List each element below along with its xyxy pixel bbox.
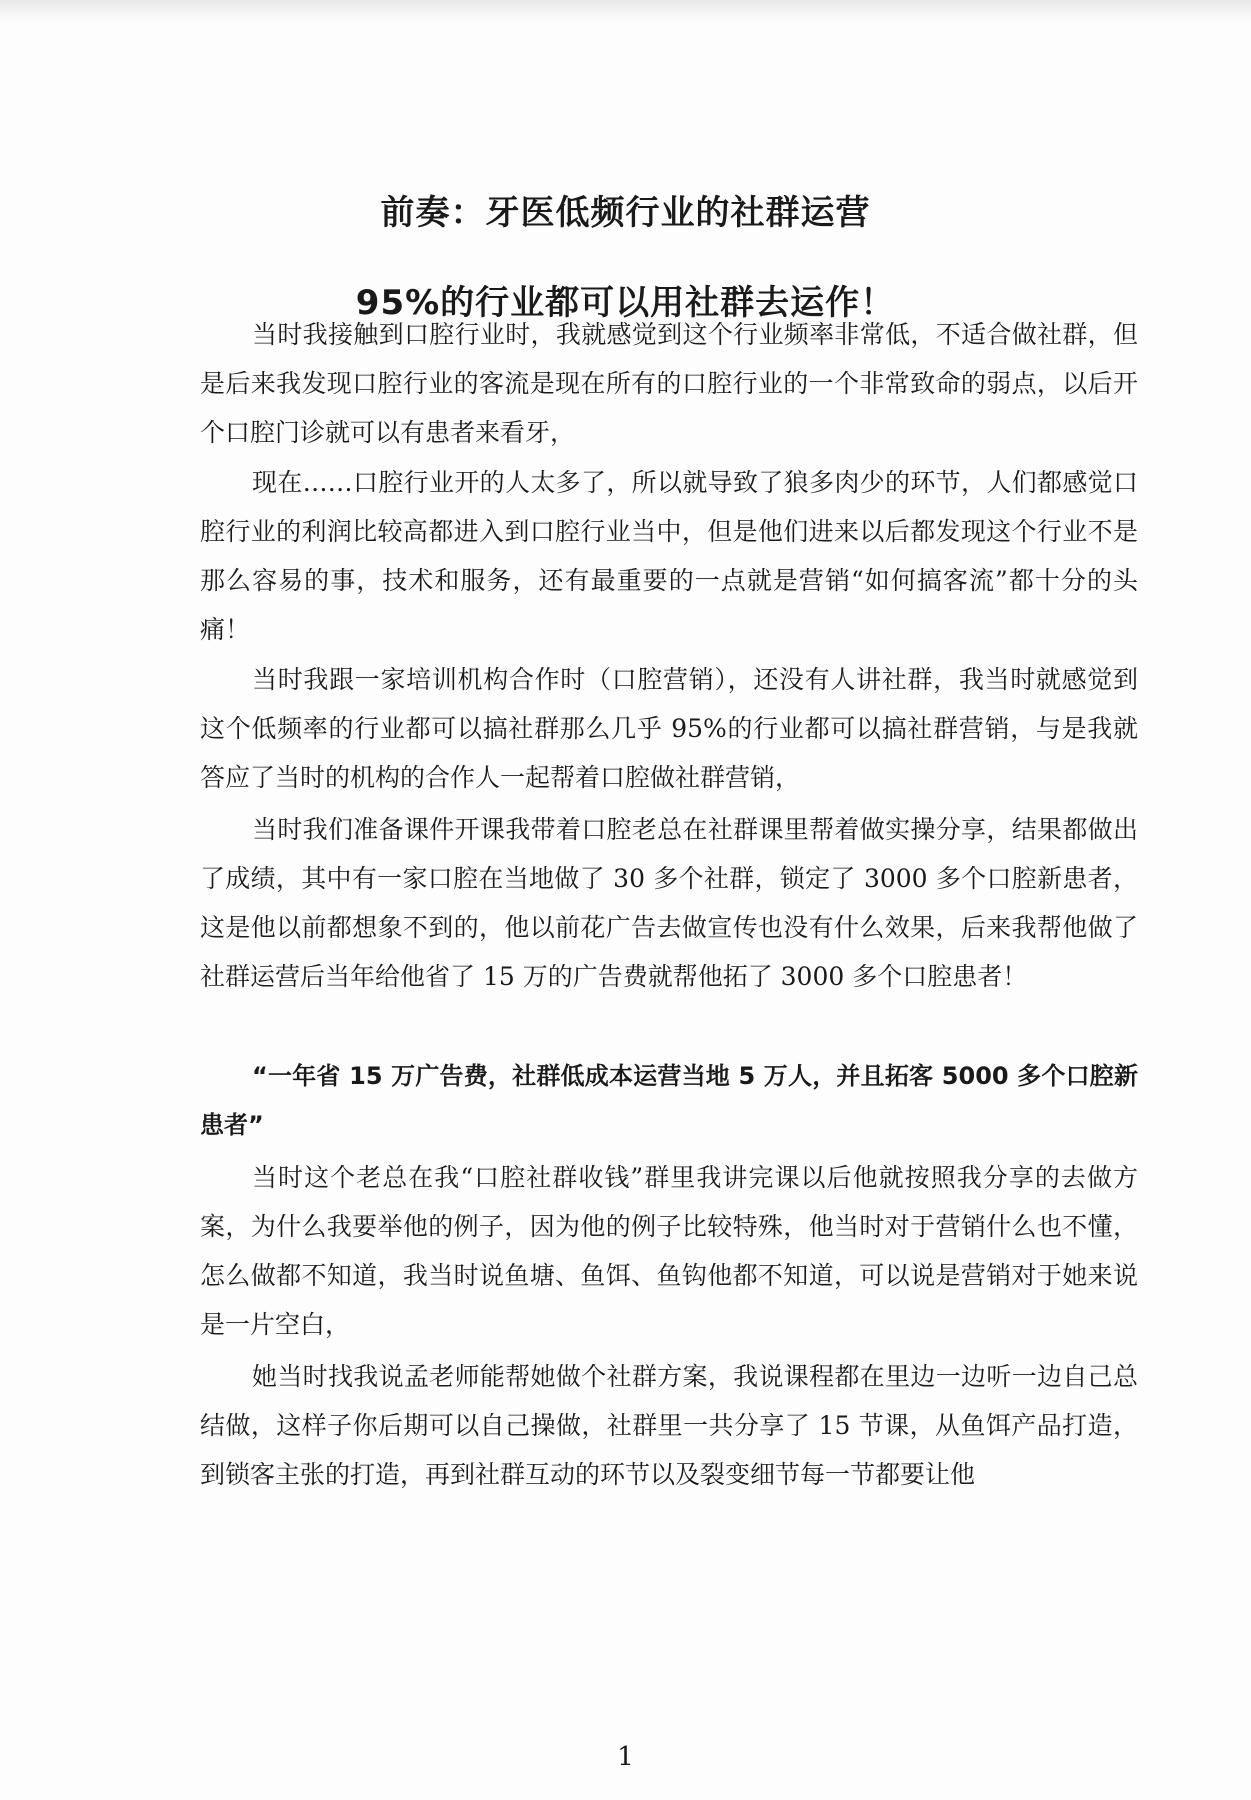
- paragraph-7: 她当时找我说孟老师能帮她做个社群方案，我说课程都在里边一边听一边自己总结做，这样子你后期可以自己操做，社群里一共分享了 15 节课，从鱼饵产品打造，到锁客主张的打造，再到社群互动的环节以及裂变细节每一节都要让他: [200, 1362, 1138, 1489]
- document-title: 前奏：牙医低频行业的社群运营: [380, 193, 871, 233]
- body-block-2: [200, 458, 1138, 654]
- body-block-5: [200, 1052, 1138, 1150]
- paragraph-4: 当时我们准备课件开课我带着口腔老总在社群课里帮着做实操分享，结果都做出了成绩，其中有一家口腔在当地做了 30 多个社群，锁定了 3000 多个口腔新患者，这是他以前都想象不到的，他以前花广告去做宣传也没有什么效果，后来我帮他做了社群运营后当年给他省了 15 万的广告费就帮他拓了 3000 多个口腔患者！: [200, 815, 1138, 991]
- highlight-quote: “一年省 15 万广告费，社群低成本运营当地 5 万人，并且拓客 5000 多个口腔新患者”: [200, 1062, 1138, 1139]
- paragraph-6: 当时这个老总在我“口腔社群收钱”群里我讲完课以后他就按照我分享的去做方案，为什么我要举他的例子，因为他的例子比较特殊，他当时对于营销什么也不懂，怎么做都不知道，我当时说鱼塘、鱼饵、鱼钩他都不知道，可以说是营销对于她来说是一片空白，: [200, 1163, 1138, 1339]
- body-block-7: [200, 1352, 1138, 1499]
- body-block-6: [200, 1153, 1138, 1349]
- body-block-1: [200, 310, 1138, 457]
- paragraph-2: 现在……口腔行业开的人太多了，所以就导致了狼多肉少的环节，人们都感觉口腔行业的利润比较高都进入到口腔行业当中，但是他们进来以后都发现这个行业不是那么容易的事，技术和服务，还有最重要的一点就是营销“如何搞客流”都十分的头痛！: [200, 468, 1138, 644]
- paragraph-1: 当时我接触到口腔行业时，我就感觉到这个行业频率非常低，不适合做社群，但是后来我发现口腔行业的客流是现在所有的口腔行业的一个非常致命的弱点，以后开个口腔门诊就可以有患者来看牙，: [200, 320, 1138, 447]
- page-number: 1: [617, 1742, 634, 1772]
- paragraph-3: 当时我跟一家培训机构合作时（口腔营销），还没有人讲社群，我当时就感觉到这个低频率的行业都可以搞社群那么几乎 95%的行业都可以搞社群营销，与是我就答应了当时的机构的合作人一起帮着口腔做社群营销，: [200, 665, 1138, 792]
- body-block-4: [200, 805, 1138, 1001]
- document-subtitle: 95%的行业都可以用社群去运作！: [355, 283, 896, 323]
- scan-edge: [0, 0, 1251, 22]
- body-block-3: [200, 655, 1138, 802]
